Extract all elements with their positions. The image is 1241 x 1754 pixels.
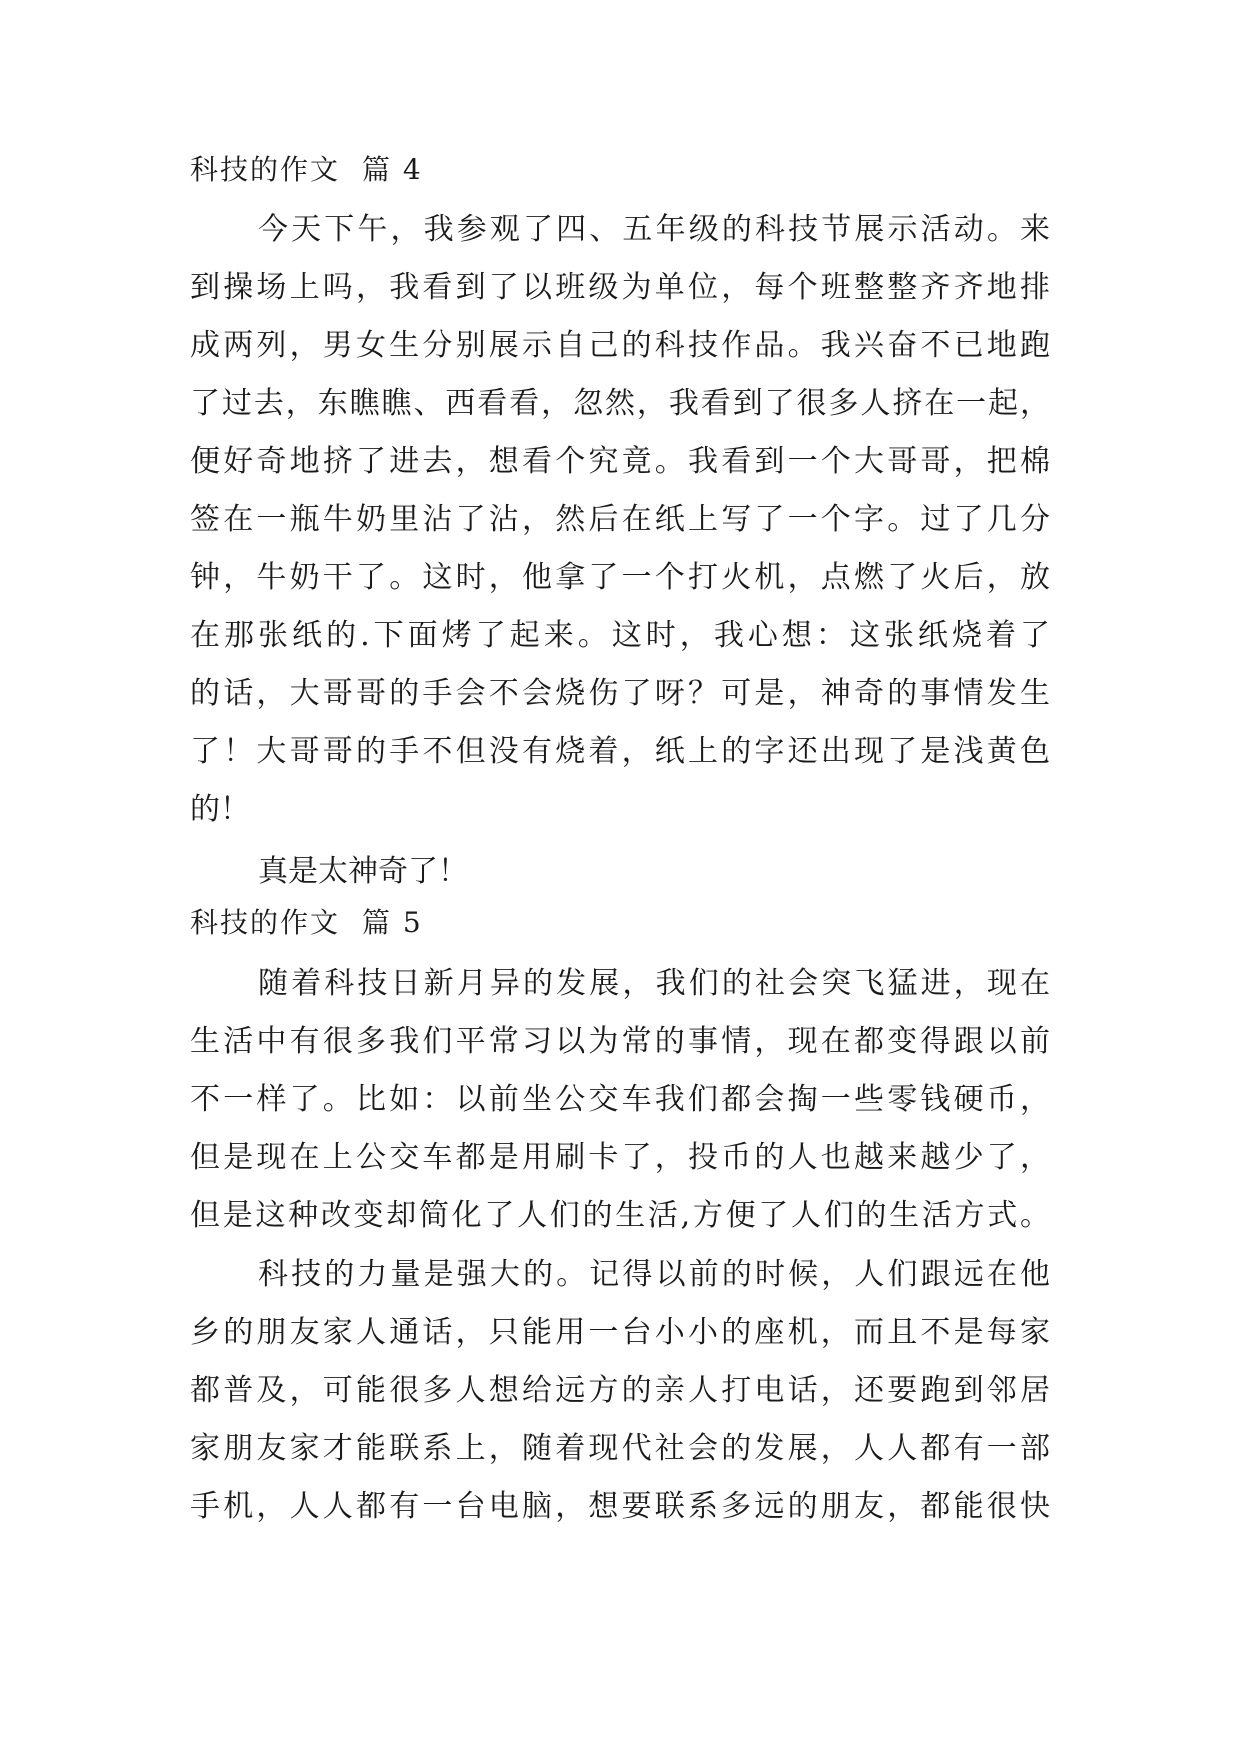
paragraph-line: 乡的朋友家人通话，只能用一台小小的座机，而且不是每家 bbox=[190, 1315, 1050, 1350]
paragraph-line: 生活中有很多我们平常习以为常的事情，现在都变得跟以前 bbox=[190, 1024, 1050, 1059]
section-4-title bbox=[190, 150, 423, 190]
paragraph-line: 的话，大哥哥的手会不会烧伤了呀？可是，神奇的事情发生 bbox=[190, 676, 1050, 711]
paragraph-line: 但是这种改变却简化了人们的生活,方便了人们的生活方式。 bbox=[190, 1198, 1050, 1233]
paragraph-line: 真是太神奇了！ bbox=[258, 854, 468, 889]
paragraph-line: 手机，人人都有一台电脑，想要联系多远的朋友，都能很快 bbox=[190, 1489, 1050, 1524]
paragraph-line: 但是现在上公交车都是用刷卡了，投币的人也越来越少了， bbox=[190, 1140, 1050, 1175]
section-4-label: 篇 4 bbox=[362, 153, 423, 186]
paragraph-line: 随着科技日新月异的发展，我们的社会突飞猛进，现在 bbox=[258, 966, 1050, 1001]
section-5-title-text: 科技的作文 bbox=[190, 906, 341, 939]
paragraph-line: 不一样了。比如：以前坐公交车我们都会掏一些零钱硬币， bbox=[190, 1082, 1050, 1117]
paragraph-line: 到操场上吗，我看到了以班级为单位，每个班整整齐齐地排 bbox=[190, 270, 1050, 305]
paragraph-line: 便好奇地挤了进去，想看个究竟。我看到一个大哥哥，把棉 bbox=[190, 444, 1050, 479]
paragraph-line: 成两列，男女生分别展示自己的科技作品。我兴奋不已地跑 bbox=[190, 328, 1050, 363]
section-5-title bbox=[190, 903, 423, 943]
paragraph-line: 在那张纸的.下面烤了起来。这时，我心想：这张纸烧着了 bbox=[190, 618, 1050, 653]
paragraph-line: 今天下午，我参观了四、五年级的科技节展示活动。来 bbox=[258, 212, 1050, 247]
paragraph-line: 科技的力量是强大的。记得以前的时候，人们跟远在他 bbox=[258, 1257, 1050, 1292]
paragraph-line: 签在一瓶牛奶里沾了沾，然后在纸上写了一个字。过了几分 bbox=[190, 502, 1050, 537]
paragraph-line: 都普及，可能很多人想给远方的亲人打电话，还要跑到邻居 bbox=[190, 1373, 1050, 1408]
paragraph-line: 了！大哥哥的手不但没有烧着，纸上的字还出现了是浅黄色 bbox=[190, 734, 1050, 769]
section-5-label: 篇 5 bbox=[362, 906, 423, 939]
paragraph-line: 的！ bbox=[190, 792, 250, 827]
paragraph-line: 家朋友家才能联系上，随着现代社会的发展，人人都有一部 bbox=[190, 1431, 1050, 1466]
paragraph-line: 了过去，东瞧瞧、西看看，忽然，我看到了很多人挤在一起， bbox=[190, 386, 1050, 421]
paragraph-line: 钟，牛奶干了。这时，他拿了一个打火机，点燃了火后，放 bbox=[190, 560, 1050, 595]
section-4-title-text: 科技的作文 bbox=[190, 153, 341, 186]
